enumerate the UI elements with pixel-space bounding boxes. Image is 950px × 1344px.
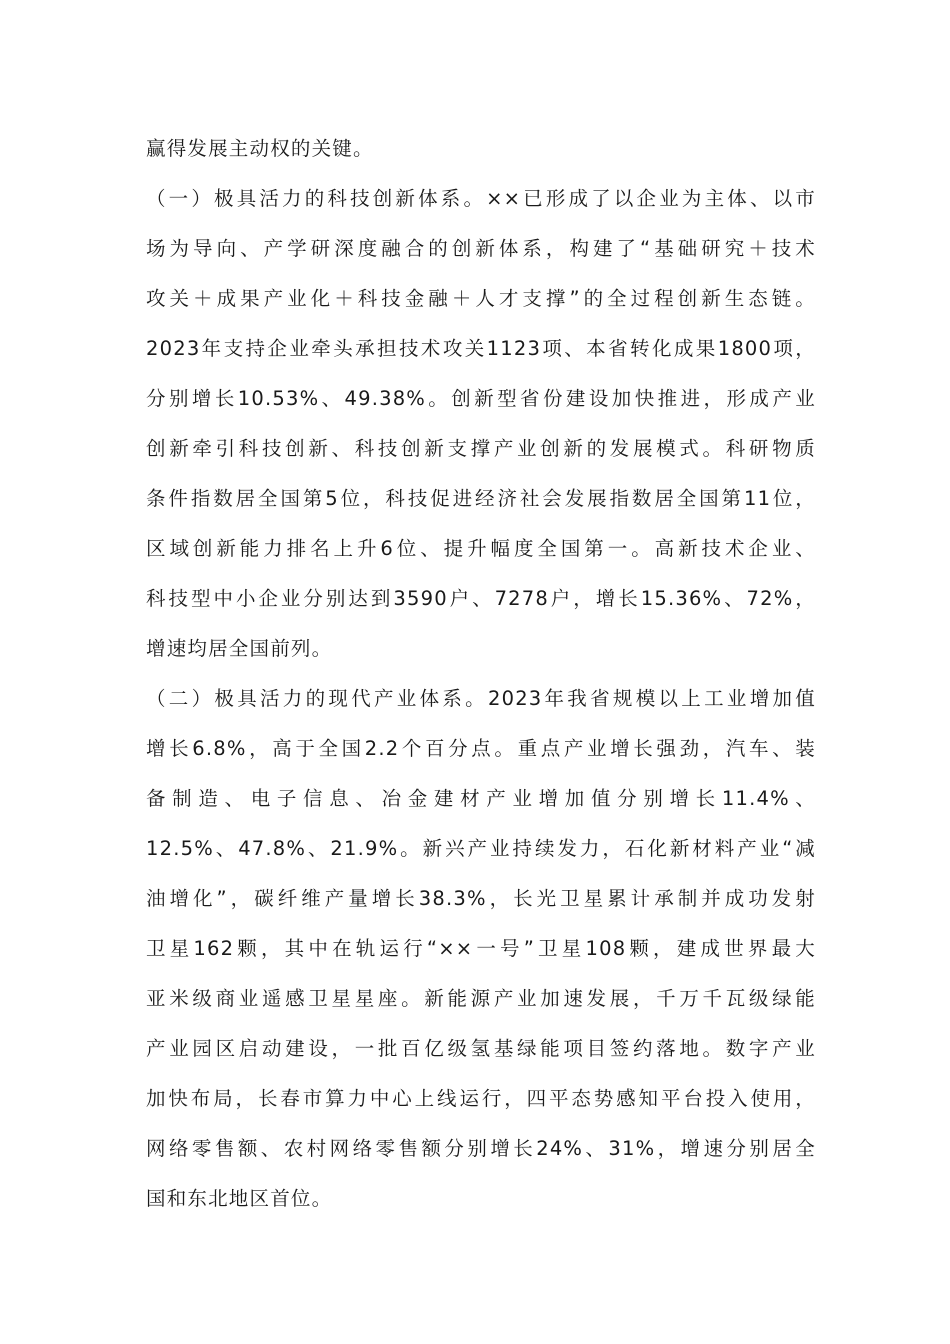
text-line-4: 攻关＋成果产业化＋科技金融＋人才支撑”的全过程创新生态链。 bbox=[146, 287, 816, 310]
text-line-15: 12.5%、47.8%、21.9%。新兴产业持续发力，石化新材料产业“减 bbox=[146, 837, 816, 860]
text-line-5: 2023年支持企业牵头承担技术攻关1123项、本省转化成果1800项， bbox=[146, 337, 816, 360]
text-line-10: 科技型中小企业分别达到3590户、7278户，增长15.36%、72%， bbox=[146, 587, 816, 610]
text-line-13: 增长6.8%，高于全国2.2个百分点。重点产业增长强劲，汽车、装 bbox=[146, 737, 816, 760]
text-line-14: 备制造、电子信息、冶金建材产业增加值分别增长11.4%、 bbox=[146, 787, 816, 810]
text-line-8: 条件指数居全国第5位，科技促进经济社会发展指数居全国第11位， bbox=[146, 487, 816, 510]
text-line-19: 产业园区启动建设，一批百亿级氢基绿能项目签约落地。数字产业 bbox=[146, 1037, 816, 1060]
text-line-16: 油增化”，碳纤维产量增长38.3%，长光卫星累计承制并成功发射 bbox=[146, 887, 816, 910]
text-line-9: 区域创新能力排名上升6位、提升幅度全国第一。高新技术企业、 bbox=[146, 537, 816, 560]
text-line-3: 场为导向、产学研深度融合的创新体系，构建了“基础研究＋技术 bbox=[146, 237, 816, 260]
text-line-12: （二）极具活力的现代产业体系。2023年我省规模以上工业增加值 bbox=[146, 687, 816, 710]
text-line-1: 赢得发展主动权的关键。 bbox=[146, 137, 374, 160]
text-line-7: 创新牵引科技创新、科技创新支撑产业创新的发展模式。科研物质 bbox=[146, 437, 816, 460]
text-line-20: 加快布局，长春市算力中心上线运行，四平态势感知平台投入使用， bbox=[146, 1087, 816, 1110]
text-line-18: 亚米级商业遥感卫星星座。新能源产业加速发展，千万千瓦级绿能 bbox=[146, 987, 816, 1010]
text-line-21: 网络零售额、农村网络零售额分别增长24%、31%，增速分别居全 bbox=[146, 1137, 816, 1160]
text-line-2: （一）极具活力的科技创新体系。××已形成了以企业为主体、以市 bbox=[146, 187, 816, 210]
body-text bbox=[146, 124, 816, 1224]
text-line-22: 国和东北地区首位。 bbox=[146, 1187, 333, 1210]
text-line-11: 增速均居全国前列。 bbox=[146, 637, 333, 660]
text-line-17: 卫星162颗，其中在轨运行“××一号”卫星108颗，建成世界最大 bbox=[146, 937, 816, 960]
text-line-6: 分别增长10.53%、49.38%。创新型省份建设加快推进，形成产业 bbox=[146, 387, 816, 410]
